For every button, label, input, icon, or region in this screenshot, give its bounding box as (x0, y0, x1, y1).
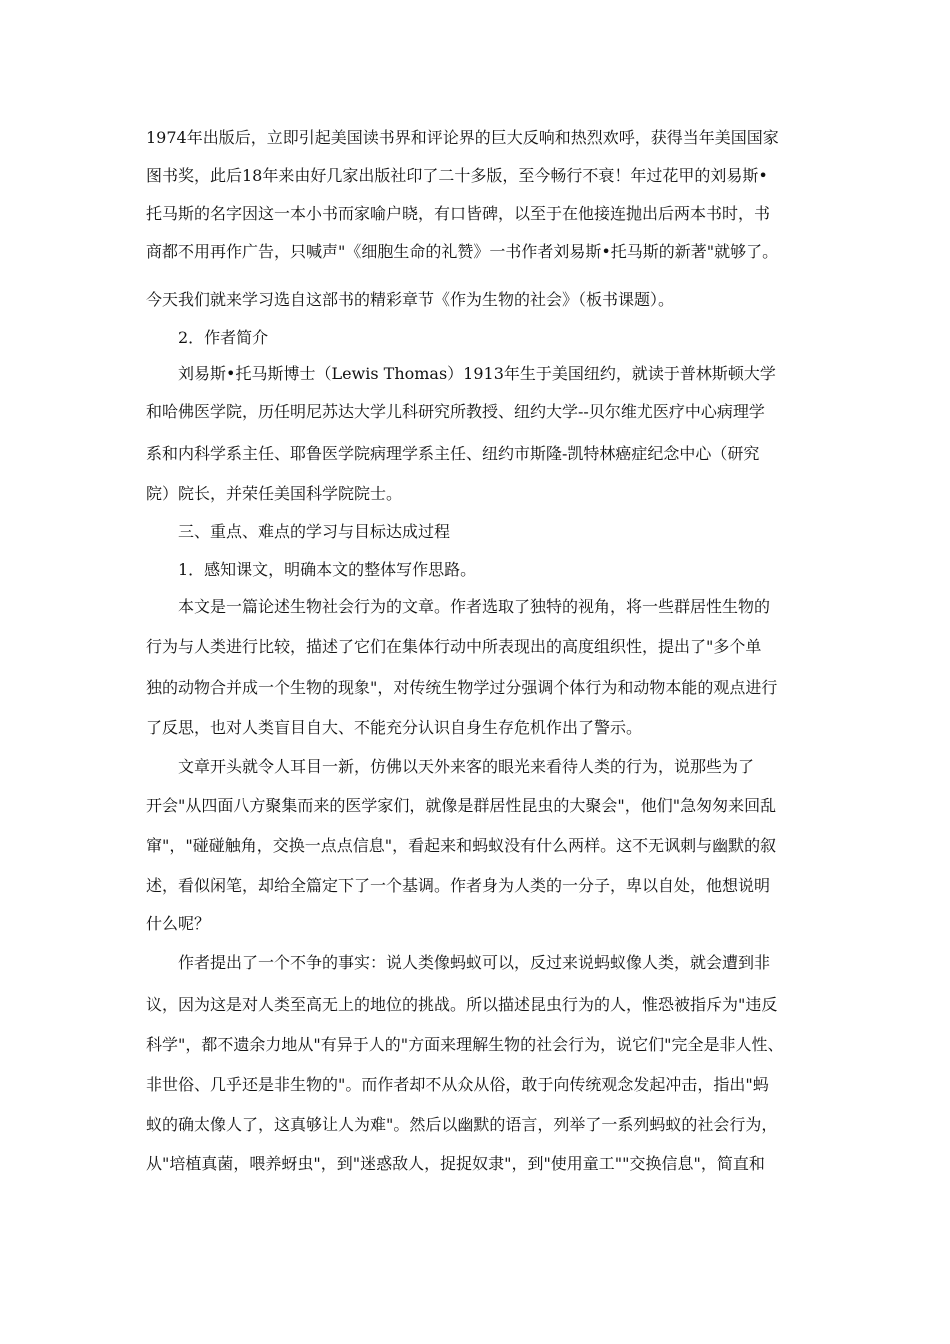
author-line-1: 刘易斯•托马斯博士（Lewis Thomas）1913年生于美国纽约，就读于普林斯顿大学 (178, 364, 776, 383)
body-line-11: 议，因为这是对人类至高无上的地位的挑战。所以描述昆虫行为的人，惟恐被指斥为"违反 (146, 995, 778, 1014)
author-line-2: 和哈佛医学院，历任明尼苏达大学儿科研究所教授、纽约大学--贝尔维尤医疗中心病理学 (146, 402, 765, 421)
body-line-8: 述，看似闲笔，却给全篇定下了一个基调。作者身为人类的一分子，卑以自处，他想说明 (146, 876, 771, 895)
section-heading-author: 2．作者简介 (178, 328, 269, 347)
paragraph-line-1: 1974年出版后，立即引起美国读书界和评论界的巨大反响和热烈欢呼，获得当年美国国家 (146, 128, 779, 147)
author-line-4: 院）院长，并荣任美国科学院院士。 (146, 484, 403, 503)
author-line-3: 系和内科学系主任、耶鲁医学院病理学系主任、纽约市斯隆-凯特林癌症纪念中心（研究 (146, 444, 760, 463)
paragraph-line-5: 今天我们就来学习选自这部书的精彩章节《作为生物的社会》（板书课题）。 (146, 290, 675, 309)
body-line-9: 什么呢？ (146, 914, 211, 933)
body-line-3: 独的动物合并成一个生物的现象"，对传统生物学过分强调个体行为和动物本能的观点进行 (146, 678, 778, 697)
body-line-4: 了反思，也对人类盲目自大、不能充分认识自身生存危机作出了警示。 (146, 718, 643, 737)
body-line-13: 非世俗、几乎还是非生物的"。而作者却不从众从俗，敢于向传统观念发起冲击，指出"蚂 (146, 1075, 769, 1094)
paragraph-line-4: 商都不用再作广告，只喊声"《细胞生命的礼赞》一书作者刘易斯•托马斯的新著"就够了。 (146, 242, 779, 261)
section-heading-3: 三、重点、难点的学习与目标达成过程 (178, 522, 451, 541)
body-line-1: 本文是一篇论述生物社会行为的文章。作者选取了独特的视角，将一些群居性生物的 (178, 597, 771, 616)
body-line-6: 开会"从四面八方聚集而来的医学家们，就像是群居性昆虫的大聚会"，他们"急匆匆来回乱 (146, 796, 777, 815)
body-line-15: 从"培植真菌，喂养蚜虫"，到"迷惑敌人，捉捉奴隶"，到"使用童工""交换信息"，简直和 (146, 1154, 765, 1173)
body-line-10: 作者提出了一个不争的事实：说人类像蚂蚁可以，反过来说蚂蚁像人类，就会遭到非 (178, 953, 771, 972)
paragraph-line-3: 托马斯的名字因这一本小书而家喻户晓，有口皆碑，以至于在他接连抛出后两本书时，书 (146, 204, 771, 223)
body-line-5: 文章开头就令人耳目一新，仿佛以天外来客的眼光来看待人类的行为，说那些为了 (178, 757, 755, 776)
subheading-1: 1．感知课文，明确本文的整体写作思路。 (178, 560, 477, 579)
paragraph-line-2: 图书奖，此后18年来由好几家出版社印了二十多版，至今畅行不衰！年过花甲的刘易斯• (146, 166, 768, 185)
body-line-14: 蚁的确太像人了，这真够让人为难"。然后以幽默的语言，列举了一系列蚂蚁的社会行为， (146, 1115, 778, 1134)
body-line-2: 行为与人类进行比较，描述了它们在集体行动中所表现出的高度组织性，提出了"多个单 (146, 637, 762, 656)
body-line-12: 科学"，都不遗余力地从"有异于人的"方面来理解生物的社会行为，说它们"完全是非人性、 (146, 1035, 784, 1054)
body-line-7: 窜"，"碰碰触角，交换一点点信息"，看起来和蚂蚁没有什么两样。这不无讽刺与幽默的叙 (146, 836, 777, 855)
